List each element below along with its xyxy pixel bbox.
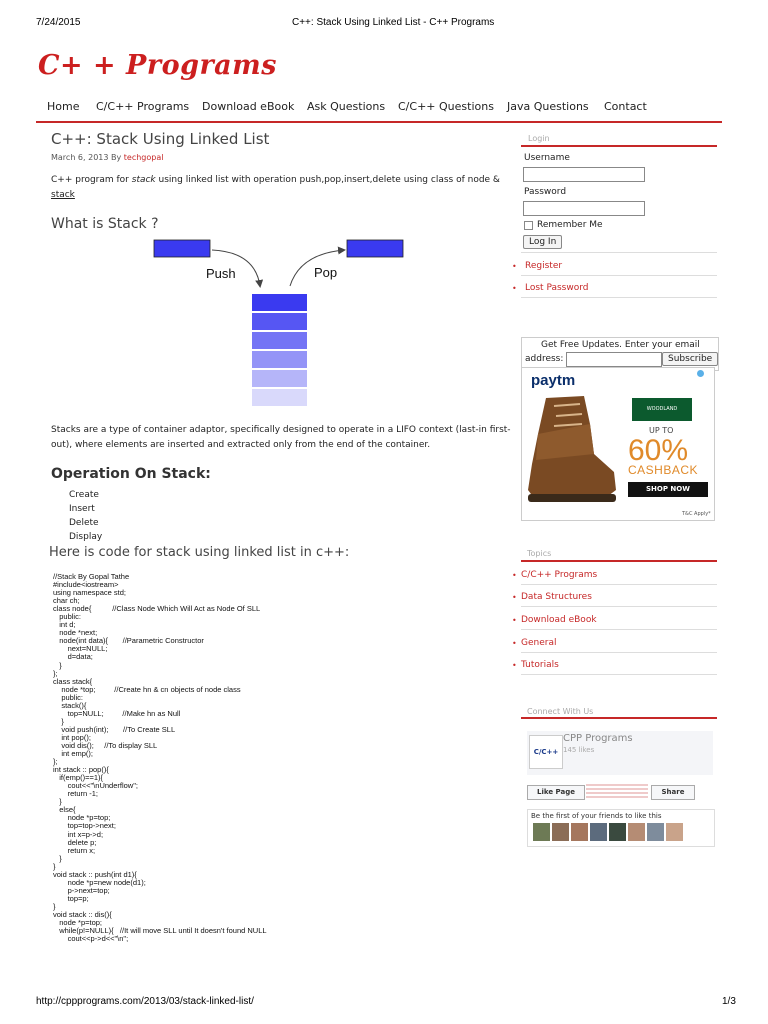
- fb-avatar[interactable]: C/C++: [529, 735, 563, 769]
- topic-sep-2: [521, 606, 717, 607]
- stack-description: Stacks are a type of container adaptor, specifically designed to operate in a LIFO context (last-in first-out), where elements are inserted and extracted only from the end of the container.: [51, 425, 511, 450]
- print-url: http://cppprograms.com/2013/03/stack-linked-list/: [36, 996, 254, 1007]
- lost-bullet: •: [512, 284, 517, 293]
- fb-friends-text: Be the first of your friends to like this: [531, 812, 662, 820]
- nav-home[interactable]: Home: [47, 100, 80, 113]
- subscribe-address-label: address:: [525, 354, 564, 364]
- stack-block-3: [252, 332, 307, 349]
- fb-friend-avatar-8[interactable]: [666, 823, 683, 841]
- fb-friend-avatar-6[interactable]: [628, 823, 645, 841]
- code-block: //Stack By Gopal Tathe #include<iostream> using namespace std; char ch; class node{ //Class Node Which Will Act as Node Of SLL public: int d; node *next; node(int data){ //Parametric Constructor next=NULL; d=data; } }; class stack{ node *top; //Create hn & cn objects of node class public: stack(){ top=NULL; //Make hn as Null } void push(int); //To Create SLL int pop(); void dis(); //To display SLL int emp(); }; int stack :: pop(){ if(emp()==1){ cout<<"\nUnderflow"; return -1; } else{ node *p=top; top=top->next; int x=p->d; delete p; return x; } } void stack :: push(int d1){ node *p=new node(d1); p->next=top; top=p; } void stack :: dis(){ node *p=top; while(p!=NULL){ //It will move SLL until It doesn't found NULL cout<<p->d<<"\n";: [53, 572, 267, 944]
- ad-tc: T&C Apply*: [682, 511, 711, 517]
- site-logo[interactable]: C+ + Programs: [38, 50, 277, 81]
- ad-brand: paytm: [531, 372, 576, 389]
- connect-heading: Connect With Us: [527, 707, 594, 716]
- intro-text: C++ program for: [51, 175, 132, 185]
- print-date: 7/24/2015: [36, 17, 81, 28]
- password-input[interactable]: [523, 201, 645, 216]
- fb-like-page-button[interactable]: Like Page: [527, 785, 585, 800]
- post-intro: [51, 173, 506, 203]
- fb-promo-text: [586, 784, 648, 799]
- login-separator: [521, 252, 717, 253]
- topic-sep-5: [521, 674, 717, 675]
- fb-likes: 145 likes: [563, 746, 595, 754]
- push-element: [154, 240, 210, 257]
- topic-bullet-4: •: [512, 639, 517, 648]
- topics-divider: [521, 560, 717, 562]
- password-label: Password: [524, 187, 567, 197]
- intro-text-2: using linked list with operation push,pop,insert,delete using class of node &: [155, 175, 500, 185]
- post-title: C++: Stack Using Linked List: [51, 130, 270, 148]
- lost-separator: [521, 297, 717, 298]
- topic-tutorials[interactable]: Tutorials: [521, 660, 559, 670]
- intro-stack-word: stack: [131, 175, 156, 185]
- fb-friend-avatar-7[interactable]: [647, 823, 664, 841]
- lost-password-link[interactable]: Lost Password: [525, 283, 589, 293]
- pop-element: [347, 240, 403, 257]
- topic-sep-4: [521, 652, 717, 653]
- nav-cpp-programs[interactable]: C/C++ Programs: [96, 100, 190, 113]
- fb-page-name[interactable]: CPP Programs: [563, 733, 633, 744]
- nav-contact[interactable]: Contact: [604, 100, 647, 113]
- topic-cpp-programs[interactable]: C/C++ Programs: [521, 570, 598, 580]
- shop-now-button[interactable]: SHOP NOW: [628, 482, 708, 497]
- login-button[interactable]: Log In: [523, 235, 562, 249]
- stack-block-5: [252, 370, 307, 387]
- intro-stack-link[interactable]: stack: [51, 190, 75, 200]
- remember-label: Remember Me: [537, 220, 603, 230]
- subscribe-email-input[interactable]: [566, 352, 662, 367]
- nav-download-ebook[interactable]: Download eBook: [202, 100, 295, 113]
- stack-block-1: [252, 294, 307, 311]
- facebook-widget: [521, 727, 716, 852]
- ad-percent: 60%: [628, 434, 689, 467]
- stack-diagram: [150, 238, 410, 413]
- op-delete: Delete: [69, 518, 99, 528]
- heading-operations: Operation On Stack:: [51, 466, 211, 482]
- post-meta: [51, 153, 163, 162]
- fb-friend-avatar-2[interactable]: [552, 823, 569, 841]
- main-nav: [36, 93, 722, 123]
- subscribe-button[interactable]: Subscribe: [662, 352, 718, 366]
- topic-data-structures[interactable]: Data Structures: [521, 592, 592, 602]
- topic-sep-1: [521, 584, 717, 585]
- topic-general[interactable]: General: [521, 638, 557, 648]
- fb-friend-avatar-4[interactable]: [590, 823, 607, 841]
- topic-download-ebook[interactable]: Download eBook: [521, 615, 597, 625]
- nav-cpp-questions[interactable]: C/C++ Questions: [398, 100, 494, 113]
- nav-java-questions[interactable]: Java Questions: [507, 100, 589, 113]
- topic-bullet-2: •: [512, 593, 517, 602]
- print-page-number: 1/3: [722, 996, 736, 1007]
- heading-what-is-stack: What is Stack ?: [51, 216, 159, 232]
- fb-friend-avatar-3[interactable]: [571, 823, 588, 841]
- register-separator: [521, 275, 717, 276]
- fb-share-button[interactable]: Share: [651, 785, 695, 800]
- fb-friend-avatar-1[interactable]: [533, 823, 550, 841]
- woodland-logo: WOODLAND: [632, 398, 692, 421]
- topic-bullet-3: •: [512, 616, 517, 625]
- topic-bullet-1: •: [512, 571, 517, 580]
- boot-icon: [524, 394, 618, 509]
- paytm-ad[interactable]: [521, 367, 715, 521]
- connect-divider: [521, 717, 717, 719]
- username-label: Username: [524, 153, 570, 163]
- topics-heading: Topics: [527, 549, 552, 558]
- fb-friend-avatar-5[interactable]: [609, 823, 626, 841]
- op-display: Display: [69, 532, 103, 542]
- register-bullet: •: [512, 262, 517, 271]
- register-link[interactable]: Register: [525, 261, 563, 271]
- remember-checkbox[interactable]: [524, 221, 533, 230]
- op-create: Create: [69, 490, 99, 500]
- stack-block-4: [252, 351, 307, 368]
- heading-code: Here is code for stack using linked list in c++:: [49, 545, 350, 560]
- topic-bullet-5: •: [512, 661, 517, 670]
- ad-up-to: UP TO: [649, 426, 674, 435]
- pop-label: Pop: [314, 265, 338, 280]
- op-insert: Insert: [69, 504, 95, 514]
- print-doc-title: C++: Stack Using Linked List - C++ Programs: [292, 17, 495, 28]
- login-heading: Login: [528, 134, 550, 143]
- author-link[interactable]: techgopal: [123, 153, 164, 162]
- adchoices-icon[interactable]: [697, 370, 704, 377]
- login-divider: [521, 145, 717, 147]
- username-input[interactable]: [523, 167, 645, 182]
- stack-block-6: [252, 389, 307, 406]
- ad-cashback: CASHBACK: [628, 463, 699, 477]
- operations-list: [69, 488, 102, 544]
- topic-sep-3: [521, 629, 717, 630]
- nav-ask-questions[interactable]: Ask Questions: [307, 100, 386, 113]
- push-label: Push: [206, 266, 236, 281]
- subscribe-text: Get Free Updates. Enter your email: [541, 340, 700, 350]
- post-date: March 6, 2013 By: [51, 153, 124, 162]
- stack-block-2: [252, 313, 307, 330]
